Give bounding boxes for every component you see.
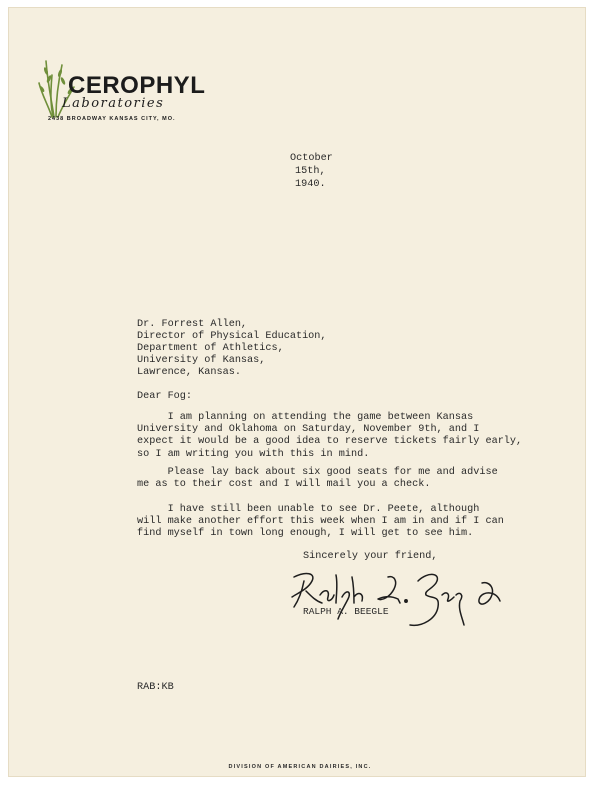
salutation: Dear Fog: [137,391,193,402]
closing: Sincerely your friend, [303,551,438,562]
date-line-1: October [290,153,333,164]
body-paragraph: I have still been unable to see Dr. Peete, although will make another effort this week when I am in and if I can find myself in town long enough, I will get to see him. [137,504,504,540]
brand-subtitle: Laboratories [62,96,165,111]
recipient-line: University of Kansas, [137,355,266,366]
recipient-line: Lawrence, Kansas. [137,367,241,378]
body-paragraph: I am planning on attending the game between Kansas University and Oklahoma on Saturday, November 9th, and I expect it would be a good idea to reserve tickets fairly early, so I am writing you with this in mind. [137,412,523,460]
recipient-line: Department of Athletics, [137,343,284,354]
letterhead-address: 2438 BROADWAY KANSAS CITY, MO. [48,116,176,122]
handwritten-signature [286,567,516,629]
brand-name: CEROPHYL [68,72,206,99]
footer-division: DIVISION OF AMERICAN DAIRIES, INC. [228,764,372,770]
date-line-3: 1940. [295,179,326,190]
date-line-2: 15th, [295,166,326,177]
signer-name: RALPH A. BEEGLE [303,606,389,617]
letterhead-logo [38,57,206,127]
recipient-line: Dr. Forrest Allen, [137,319,248,330]
body-paragraph: Please lay back about six good seats for me and advise me as to their cost and I will mail you a check. [137,467,498,491]
recipient-line: Director of Physical Education, [137,331,327,342]
initials: RAB:KB [137,682,174,693]
